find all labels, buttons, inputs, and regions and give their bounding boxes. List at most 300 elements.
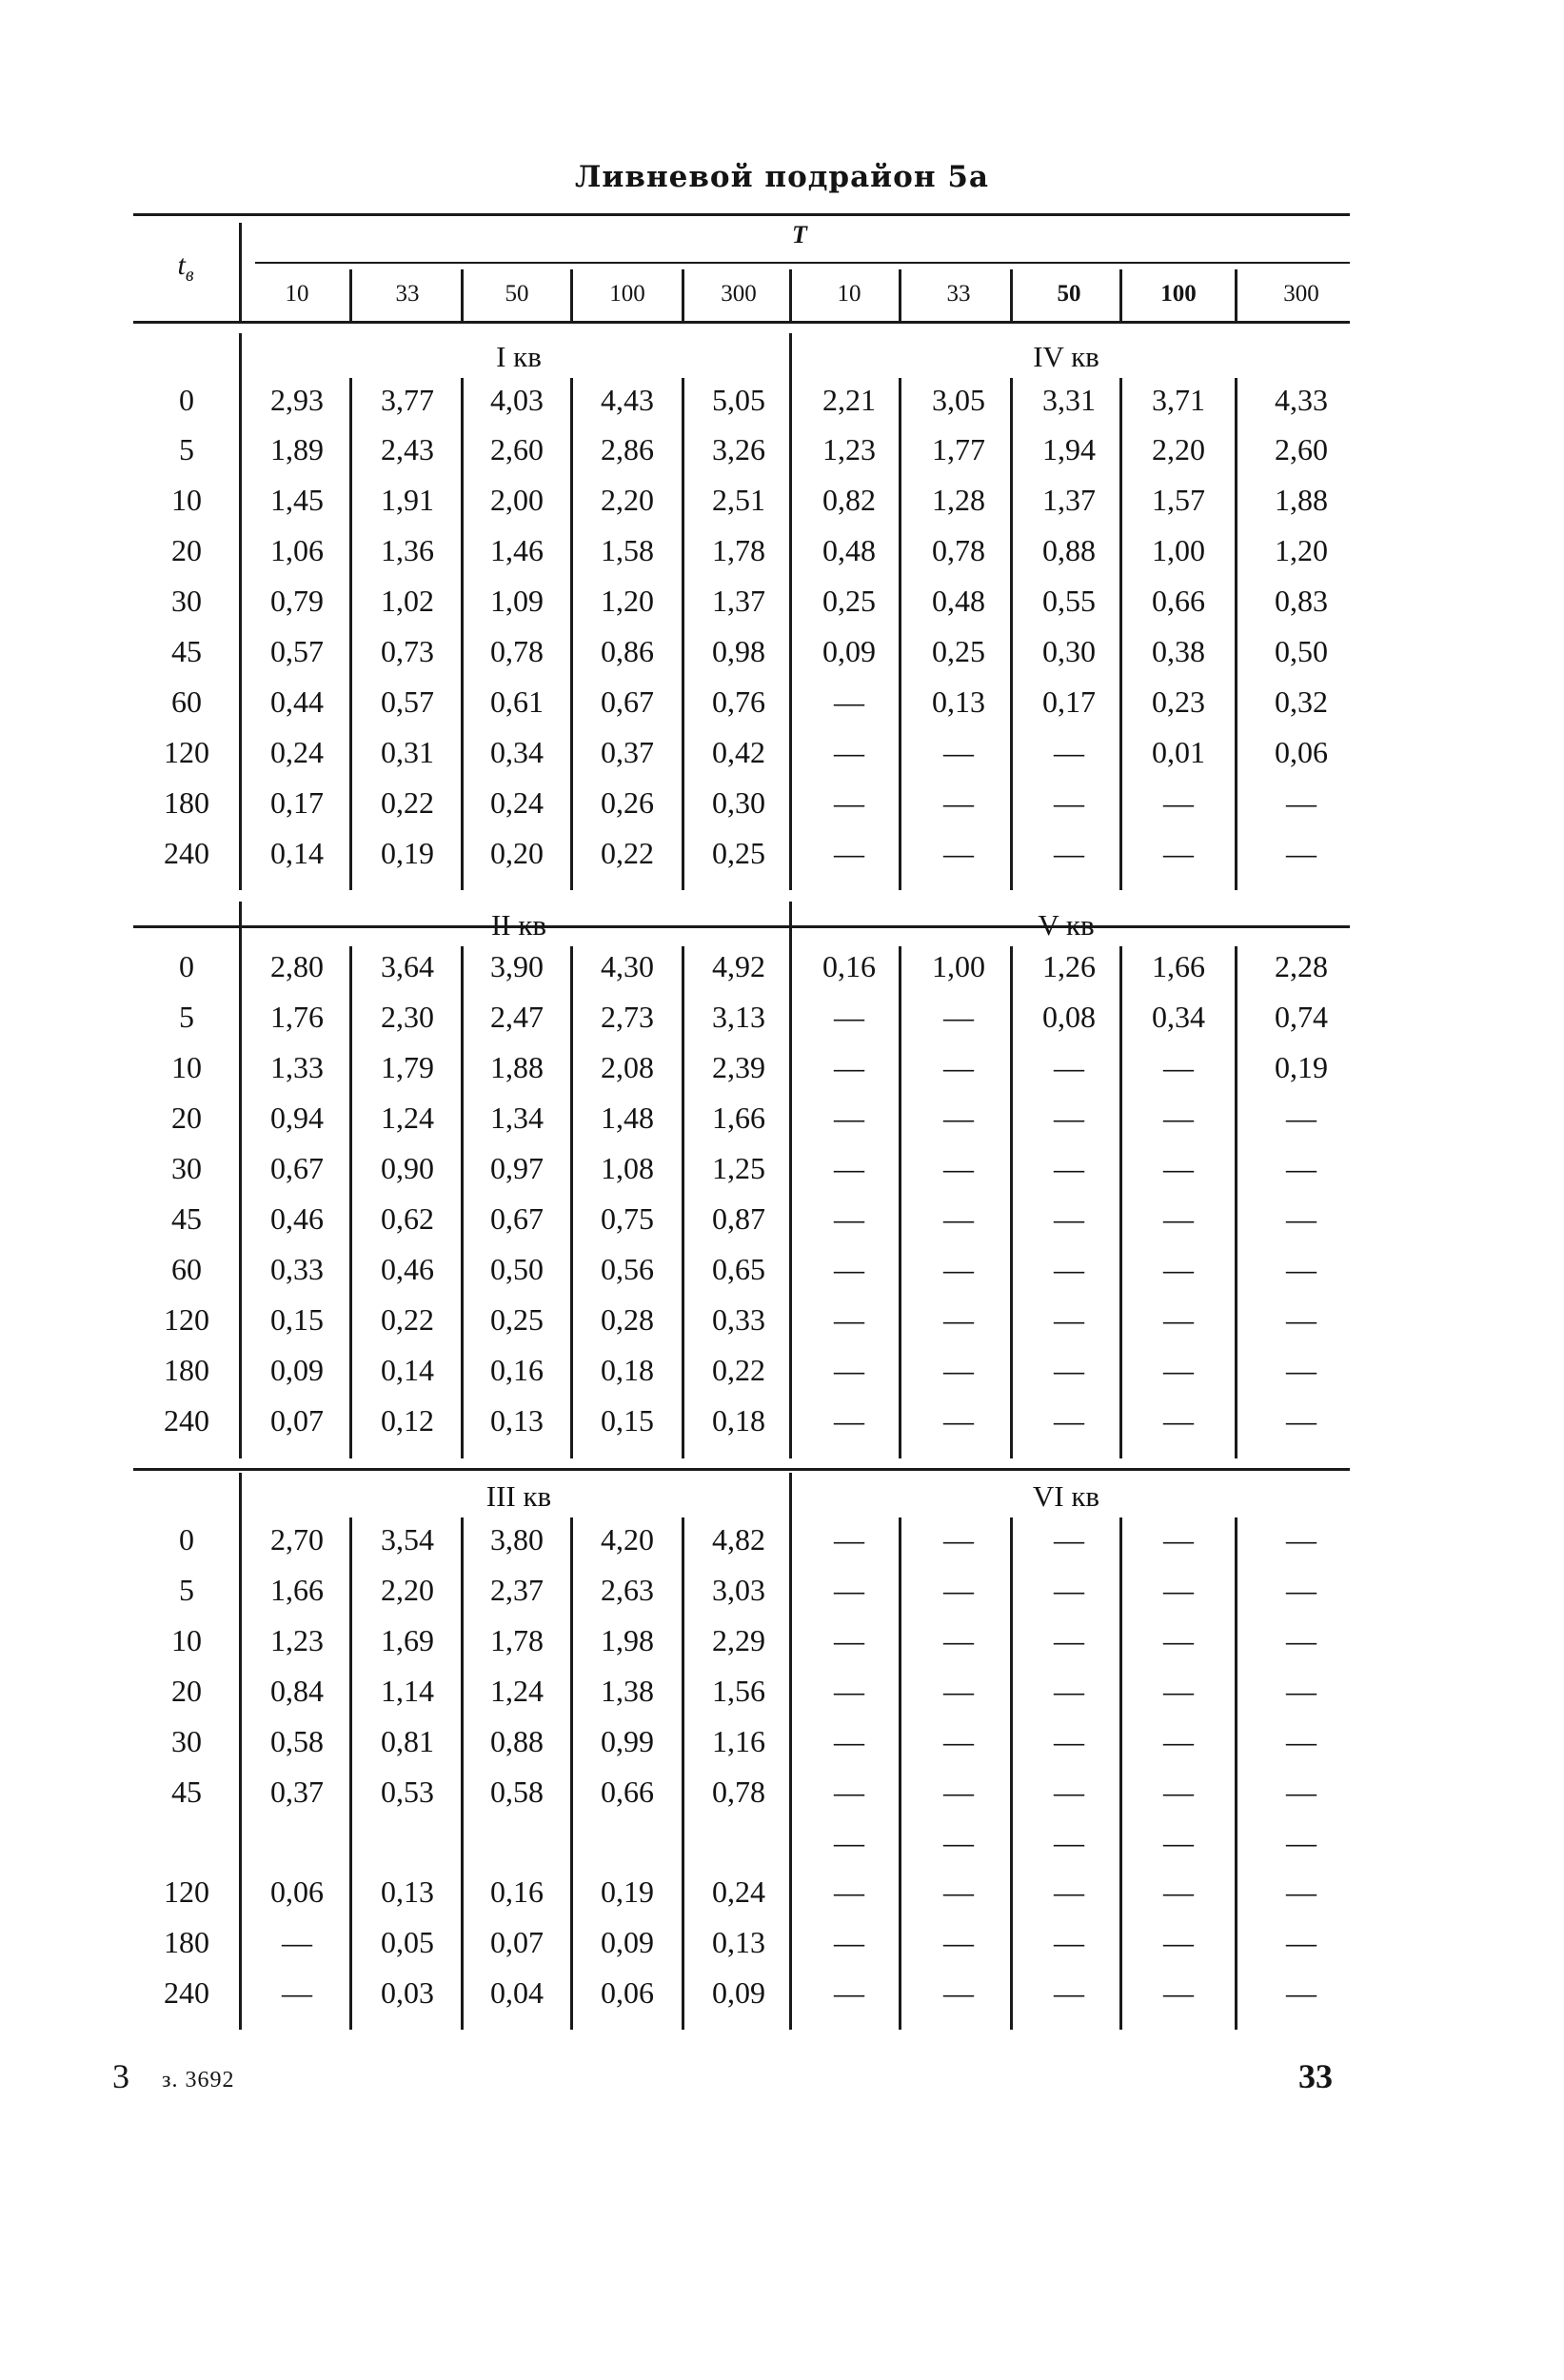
table-cell: — [1054, 1925, 1084, 1959]
row-label: 20 [171, 1674, 202, 1708]
column-divider [239, 902, 242, 1458]
table-cell: — [1286, 836, 1317, 870]
table-cell: 0,48 [932, 584, 985, 618]
table-cell: 0,48 [822, 533, 876, 567]
table-cell: — [943, 1050, 974, 1084]
column-divider [899, 269, 901, 321]
table-cell: 2,80 [270, 949, 324, 983]
column-divider [570, 378, 573, 890]
table-cell: 1,23 [270, 1623, 324, 1657]
table-cell: — [1054, 1975, 1084, 2010]
table-cell: 0,94 [270, 1101, 324, 1135]
table-cell: 0,56 [601, 1252, 654, 1286]
table-cell: — [1054, 1874, 1084, 1909]
table-cell: — [943, 1925, 974, 1959]
table-cell: 1,20 [1275, 533, 1328, 567]
table-cell: 0,97 [490, 1151, 544, 1185]
table-cell: 0,74 [1275, 1000, 1328, 1034]
table-cell: 0,04 [490, 1975, 544, 2010]
table-cell: 0,90 [381, 1151, 434, 1185]
row-label: 45 [171, 1201, 202, 1236]
table-cell: — [834, 1353, 864, 1387]
row-label: 10 [171, 1050, 202, 1084]
table-cell: 4,33 [1275, 383, 1328, 417]
table-cell: — [1054, 1101, 1084, 1135]
table-cell: 3,13 [712, 1000, 765, 1034]
table-cell: — [943, 1825, 974, 1859]
row-label: 120 [164, 735, 209, 769]
table-cell: — [1286, 1151, 1317, 1185]
table-cell: — [943, 1573, 974, 1607]
table-cell: 1,58 [601, 533, 654, 567]
table-cell: 0,16 [490, 1353, 544, 1387]
table-cell: 4,43 [601, 383, 654, 417]
table-cell: 0,88 [490, 1724, 544, 1758]
table-cell: 0,82 [822, 483, 876, 517]
rule-line [133, 1468, 1350, 1471]
table-cell: — [834, 1201, 864, 1236]
table-cell: — [943, 1101, 974, 1135]
table-cell: — [834, 1925, 864, 1959]
table-cell [575, 1823, 680, 1861]
table-cell: 0,66 [601, 1775, 654, 1809]
table-cell: — [1286, 1302, 1317, 1337]
table-cell: 0,19 [601, 1874, 654, 1909]
table-cell: 0,78 [490, 634, 544, 668]
table-cell: 1,46 [490, 533, 544, 567]
table-cell: — [834, 1775, 864, 1809]
table-cell: 2,51 [712, 483, 765, 517]
row-label: 180 [164, 785, 209, 820]
table-cell: — [834, 1874, 864, 1909]
table-cell: 2,39 [712, 1050, 765, 1084]
column-header: 33 [395, 281, 420, 307]
table-cell: 0,66 [1152, 584, 1205, 618]
table-cell: — [1286, 1825, 1317, 1859]
table-cell: 0,19 [1275, 1050, 1328, 1084]
table-cell: — [943, 1674, 974, 1708]
table-cell: 0,67 [601, 684, 654, 719]
table-cell: 1,00 [1152, 533, 1205, 567]
table-cell: 1,66 [712, 1101, 765, 1135]
table-cell: — [1163, 1825, 1194, 1859]
table-cell: — [1286, 1252, 1317, 1286]
table-cell: 0,03 [381, 1975, 434, 2010]
table-cell: 0,76 [712, 684, 765, 719]
table-cell: 5,05 [712, 383, 765, 417]
section-label: IV кв [1033, 340, 1099, 373]
table-cell: 1,88 [1275, 483, 1328, 517]
table-cell: 0,67 [270, 1151, 324, 1185]
table-cell: 2,28 [1275, 949, 1328, 983]
table-cell [465, 1823, 569, 1861]
table-cell: 3,26 [712, 432, 765, 466]
table-cell: 0,22 [712, 1353, 765, 1387]
table-cell: 0,83 [1275, 584, 1328, 618]
row-label [144, 1823, 229, 1861]
row-label: 120 [164, 1874, 209, 1909]
table-cell: 3,71 [1152, 383, 1205, 417]
table-cell: 0,78 [932, 533, 985, 567]
table-cell: 1,16 [712, 1724, 765, 1758]
table-cell: — [1163, 1522, 1194, 1557]
table-cell: — [1054, 1151, 1084, 1185]
column-header: 50 [505, 281, 529, 307]
group-header: T [792, 221, 807, 248]
table-cell: 0,13 [490, 1403, 544, 1438]
table-cell: — [282, 1975, 312, 2010]
table-cell: 0,06 [270, 1874, 324, 1909]
table-cell: 3,05 [932, 383, 985, 417]
table-cell: — [1054, 1674, 1084, 1708]
row-label: 60 [171, 1252, 202, 1286]
table-cell: — [1054, 1724, 1084, 1758]
table-cell: 0,78 [712, 1775, 765, 1809]
table-cell: 1,09 [490, 584, 544, 618]
section-label: II кв [490, 908, 547, 942]
table-cell: 0,22 [381, 785, 434, 820]
table-cell: 0,81 [381, 1724, 434, 1758]
table-cell: — [834, 1151, 864, 1185]
table-cell: 2,20 [381, 1573, 434, 1607]
row-label: 30 [171, 584, 202, 618]
table-cell: — [943, 1302, 974, 1337]
section-label: VI кв [1032, 1479, 1100, 1513]
table-cell: 0,01 [1152, 735, 1205, 769]
table-cell: — [834, 1724, 864, 1758]
table-cell: 0,86 [601, 634, 654, 668]
column-divider [682, 378, 684, 890]
table-cell: — [1054, 1825, 1084, 1859]
table-cell: 0,22 [601, 836, 654, 870]
table-cell: 0,58 [490, 1775, 544, 1809]
table-cell: — [1286, 1101, 1317, 1135]
row-label: 5 [179, 1000, 194, 1034]
table-cell: 0,98 [712, 634, 765, 668]
table-cell: — [1163, 1353, 1194, 1387]
row-label: 5 [179, 1573, 194, 1607]
table-cell: 0,57 [381, 684, 434, 719]
table-cell: 2,73 [601, 1000, 654, 1034]
table-cell: 0,09 [601, 1925, 654, 1959]
row-label: 45 [171, 634, 202, 668]
table-cell: 0,53 [381, 1775, 434, 1809]
table-cell: 0,57 [270, 634, 324, 668]
table-cell: 4,03 [490, 383, 544, 417]
table-cell: — [1286, 1623, 1317, 1657]
table-cell: 1,76 [270, 1000, 324, 1034]
table-cell: 2,86 [601, 432, 654, 466]
table-cell: — [1286, 1724, 1317, 1758]
table-cell: — [834, 735, 864, 769]
table-cell: — [1163, 1201, 1194, 1236]
table-cell: 1,00 [932, 949, 985, 983]
column-divider [570, 946, 573, 1458]
table-cell: 0,67 [490, 1201, 544, 1236]
table-cell: 2,93 [270, 383, 324, 417]
table-cell: 1,48 [601, 1101, 654, 1135]
column-divider [1235, 269, 1237, 321]
table-cell: 1,26 [1042, 949, 1096, 983]
table-cell: — [834, 1674, 864, 1708]
table-cell: — [1286, 1975, 1317, 2010]
table-cell: 0,18 [712, 1403, 765, 1438]
table-cell: — [1163, 1101, 1194, 1135]
table-cell: 0,33 [270, 1252, 324, 1286]
column-divider [461, 1517, 464, 2030]
table-cell: — [943, 785, 974, 820]
table-cell: — [1163, 836, 1194, 870]
row-label: 0 [179, 383, 194, 417]
table-cell: 3,77 [381, 383, 434, 417]
table-cell: — [1163, 1050, 1194, 1084]
table-cell: — [943, 1201, 974, 1236]
row-label: 180 [164, 1353, 209, 1387]
table-cell: — [282, 1925, 312, 1959]
table-cell: — [1163, 1403, 1194, 1438]
table-cell: — [1054, 1522, 1084, 1557]
table-cell: — [1286, 1573, 1317, 1607]
table-cell: 0,37 [270, 1775, 324, 1809]
column-divider [461, 946, 464, 1458]
table-cell: 0,28 [601, 1302, 654, 1337]
table-cell: 0,24 [490, 785, 544, 820]
table-cell: 0,14 [270, 836, 324, 870]
section-label: V кв [1038, 908, 1095, 942]
table-cell: — [1286, 1201, 1317, 1236]
table-cell: 1,02 [381, 584, 434, 618]
order-code: з. 3692 [162, 2068, 235, 2092]
table-cell: 0,22 [381, 1302, 434, 1337]
table-cell: — [834, 836, 864, 870]
table-cell: 0,37 [601, 735, 654, 769]
table-cell: 0,13 [712, 1925, 765, 1959]
table-cell: — [1286, 1925, 1317, 1959]
table-cell: — [1163, 1925, 1194, 1959]
table-cell: — [834, 684, 864, 719]
table-cell: 0,61 [490, 684, 544, 719]
column-divider [461, 269, 464, 321]
table-cell: 0,05 [381, 1925, 434, 1959]
table-cell: 0,09 [712, 1975, 765, 2010]
section-label: I кв [496, 340, 542, 373]
table-cell: 1,77 [932, 432, 985, 466]
row-label: 0 [179, 1522, 194, 1557]
column-divider [349, 1517, 352, 2030]
table-cell: 2,30 [381, 1000, 434, 1034]
table-cell: 1,36 [381, 533, 434, 567]
column-header: 33 [946, 281, 971, 307]
table-cell: — [1054, 1775, 1084, 1809]
column-divider [1235, 1517, 1237, 2030]
table-cell: 0,17 [1042, 684, 1096, 719]
rule-line [133, 321, 1350, 324]
table-cell: 0,26 [601, 785, 654, 820]
table-cell: 3,80 [490, 1522, 544, 1557]
table-cell [245, 1823, 349, 1861]
table-cell: — [1054, 1573, 1084, 1607]
table-cell: 0,19 [381, 836, 434, 870]
table-cell: — [834, 785, 864, 820]
table-cell: 0,12 [381, 1403, 434, 1438]
table-cell: 1,66 [1152, 949, 1205, 983]
column-divider [682, 946, 684, 1458]
table-cell: 0,24 [270, 735, 324, 769]
table-cell: 2,20 [1152, 432, 1205, 466]
table-cell: — [943, 1623, 974, 1657]
table-cell: — [943, 1775, 974, 1809]
table-cell: — [1163, 1975, 1194, 2010]
table-cell: — [1163, 1775, 1194, 1809]
table-cell: — [834, 1825, 864, 1859]
table-cell: — [943, 1975, 974, 2010]
row-label: 240 [164, 1975, 209, 2010]
table-cell: 1,24 [490, 1674, 544, 1708]
column-divider [1119, 269, 1122, 321]
table-cell: 1,37 [1042, 483, 1096, 517]
table-cell: — [834, 1302, 864, 1337]
table-cell: — [1286, 1522, 1317, 1557]
table-cell: — [834, 1403, 864, 1438]
table-cell: 0,13 [381, 1874, 434, 1909]
table-cell: 3,03 [712, 1573, 765, 1607]
column-header: 10 [837, 281, 861, 307]
page-number: 33 [1298, 2057, 1333, 2095]
table-cell: 0,88 [1042, 533, 1096, 567]
table-cell: 2,63 [601, 1573, 654, 1607]
table-cell: 0,55 [1042, 584, 1096, 618]
column-header: 100 [609, 281, 645, 307]
row-label: 240 [164, 1403, 209, 1438]
table-cell: 0,73 [381, 634, 434, 668]
table-cell: 2,29 [712, 1623, 765, 1657]
table-cell: 0,46 [381, 1252, 434, 1286]
table-cell: — [1054, 1403, 1084, 1438]
table-cell: — [834, 1573, 864, 1607]
table-cell: 3,90 [490, 949, 544, 983]
table-cell: — [943, 1874, 974, 1909]
row-label: 180 [164, 1925, 209, 1959]
table-cell: 3,31 [1042, 383, 1096, 417]
table-cell: 1,78 [490, 1623, 544, 1657]
row-label: 30 [171, 1151, 202, 1185]
rule-line [133, 213, 1350, 216]
table-cell: 3,64 [381, 949, 434, 983]
table-cell: — [1163, 1623, 1194, 1657]
column-divider [570, 1517, 573, 2030]
table-cell: — [1054, 1353, 1084, 1387]
column-divider [461, 378, 464, 890]
column-divider [570, 269, 573, 321]
table-cell: — [1286, 1353, 1317, 1387]
row-label: 60 [171, 684, 202, 719]
table-cell: 0,44 [270, 684, 324, 719]
table-cell: 1,14 [381, 1674, 434, 1708]
column-header: 300 [721, 281, 757, 307]
table-cell: 0,25 [932, 634, 985, 668]
table-cell: 1,56 [712, 1674, 765, 1708]
table-cell: — [1163, 1573, 1194, 1607]
table-cell: 1,94 [1042, 432, 1096, 466]
table-cell: 1,38 [601, 1674, 654, 1708]
column-header: 10 [285, 281, 309, 307]
table-cell: — [834, 1975, 864, 2010]
table-cell: 0,15 [270, 1302, 324, 1337]
table-cell: — [943, 1522, 974, 1557]
table-cell [355, 1823, 460, 1861]
table-cell: 0,25 [822, 584, 876, 618]
table-cell: 1,66 [270, 1573, 324, 1607]
table-cell: 0,42 [712, 735, 765, 769]
section-label: III кв [485, 1479, 552, 1513]
table-cell: 0,33 [712, 1302, 765, 1337]
table-cell: 0,23 [1152, 684, 1205, 719]
table-cell: 0,87 [712, 1201, 765, 1236]
table-cell: — [1054, 735, 1084, 769]
table-cell: 0,17 [270, 785, 324, 820]
table-cell: 1,28 [932, 483, 985, 517]
table-cell: — [1054, 1623, 1084, 1657]
table-cell: 0,08 [1042, 1000, 1096, 1034]
table-cell: — [834, 1522, 864, 1557]
table-cell: — [943, 735, 974, 769]
row-label: 10 [171, 483, 202, 517]
table-cell: 0,06 [601, 1975, 654, 2010]
table-cell: 1,34 [490, 1101, 544, 1135]
table-cell: 0,09 [822, 634, 876, 668]
table-cell [686, 1823, 791, 1861]
table-cell: 1,06 [270, 533, 324, 567]
table-cell: 2,08 [601, 1050, 654, 1084]
table-cell: 0,32 [1275, 684, 1328, 719]
table-cell: 0,75 [601, 1201, 654, 1236]
table-cell: 0,31 [381, 735, 434, 769]
table-cell: 0,79 [270, 584, 324, 618]
table-cell: 0,13 [932, 684, 985, 719]
table-cell: — [1163, 1252, 1194, 1286]
column-divider [239, 333, 242, 890]
row-label: 20 [171, 1101, 202, 1135]
table-cell: — [1054, 1050, 1084, 1084]
table-cell: 1,69 [381, 1623, 434, 1657]
table-cell: 0,16 [822, 949, 876, 983]
table-cell: 0,84 [270, 1674, 324, 1708]
column-divider [789, 269, 792, 321]
column-divider [682, 269, 684, 321]
table-cell: — [1163, 1151, 1194, 1185]
table-cell: 1,88 [490, 1050, 544, 1084]
table-cell: 1,24 [381, 1101, 434, 1135]
table-cell: — [1054, 1302, 1084, 1337]
row-label: 45 [171, 1775, 202, 1809]
table-cell: 1,79 [381, 1050, 434, 1084]
column-header: 50 [1057, 281, 1081, 307]
row-label: 120 [164, 1302, 209, 1337]
row-label: 20 [171, 533, 202, 567]
row-label: 30 [171, 1724, 202, 1758]
table-cell: — [834, 1623, 864, 1657]
table-cell: 0,06 [1275, 735, 1328, 769]
table-cell: 0,50 [1275, 634, 1328, 668]
table-cell: — [943, 1724, 974, 1758]
column-divider [349, 269, 352, 321]
table-cell: — [1163, 1874, 1194, 1909]
table-cell: 1,45 [270, 483, 324, 517]
table-cell: — [1286, 1403, 1317, 1438]
table-cell: 0,34 [1152, 1000, 1205, 1034]
row-label: 240 [164, 836, 209, 870]
table-cell: 0,07 [490, 1925, 544, 1959]
